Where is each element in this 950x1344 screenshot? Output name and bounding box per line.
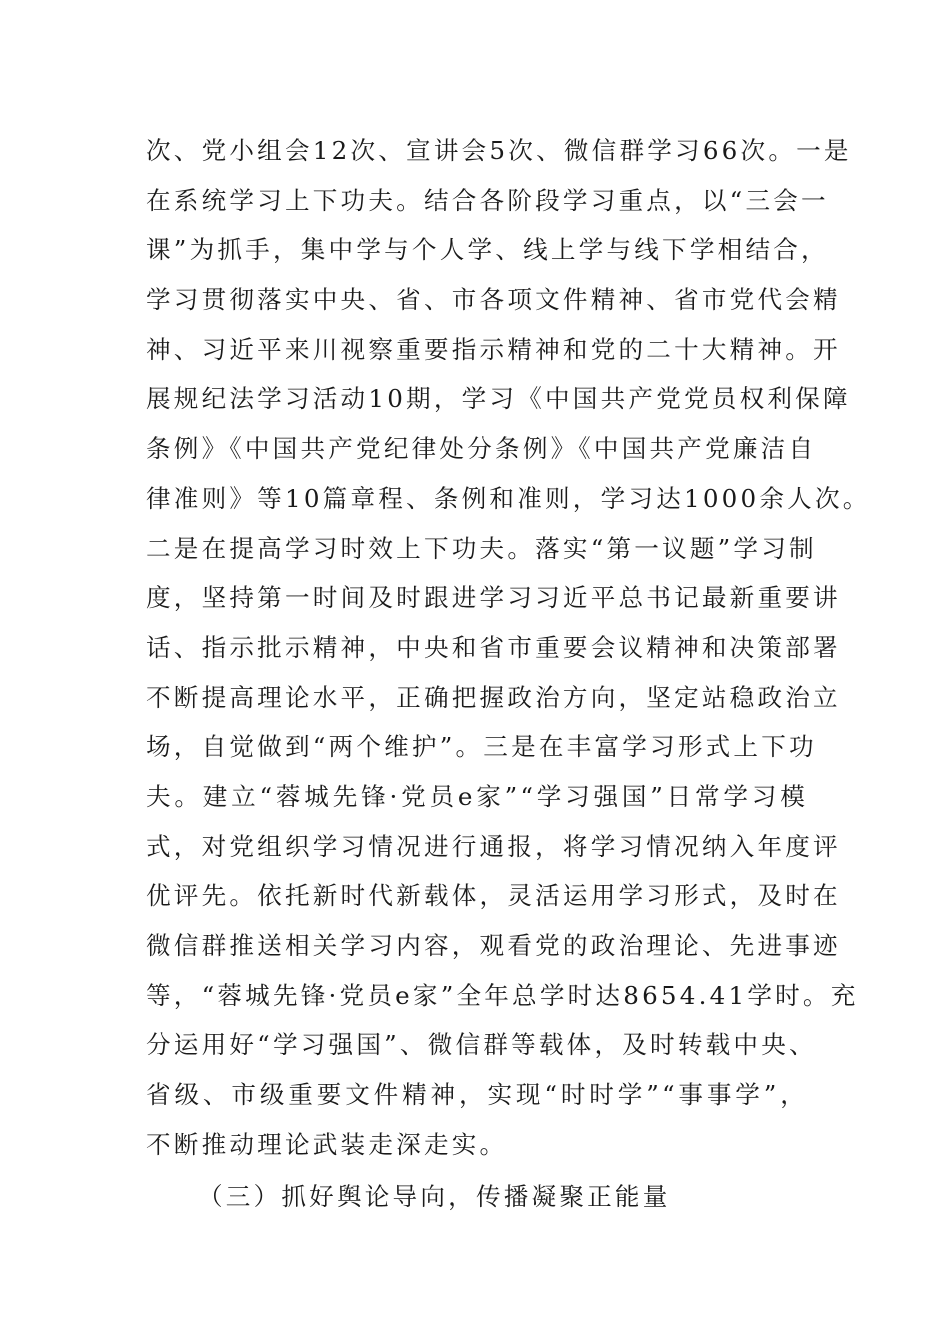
paragraph-line: 学习贯彻落实中央、省、市各项文件精神、省市党代会精 xyxy=(146,285,841,315)
paragraph-line: 度，坚持第一时间及时跟进学习习近平总书记最新重要讲 xyxy=(146,583,841,613)
section-heading: （三）抓好舆论导向，传播凝聚正能量 xyxy=(198,1182,671,1211)
paragraph-line: 次、党小组会12次、宣讲会5次、微信群学习66次。一是 xyxy=(146,136,852,165)
paragraph-line: 夫。建立“蓉城先锋·党员e家”“学习强国”日常学习模 xyxy=(146,781,808,811)
paragraph-line: 不断推动理论武装走深走实。 xyxy=(146,1129,508,1159)
paragraph-line: 微信群推送相关学习内容，观看党的政治理论、先进事迹 xyxy=(146,931,841,960)
paragraph-line: 二是在提高学习时效上下功夫。落实“第一议题”学习制 xyxy=(146,533,817,563)
body-paragraph xyxy=(146,126,871,1169)
paragraph-line: 场，自觉做到“两个维护”。三是在丰富学习形式上下功 xyxy=(146,732,817,762)
paragraph-line: 在系统学习上下功夫。结合各阶段学习重点，以“三会一 xyxy=(146,185,829,215)
paragraph-line: 等，“蓉城先锋·党员e家”全年总学时达8654.41学时。充 xyxy=(146,980,859,1010)
paragraph-line: 不断提高理论水平，正确把握政治方向，坚定站稳政治立 xyxy=(146,682,841,712)
paragraph-line: 展规纪法学习活动10期，学习《中国共产党党员权利保障 xyxy=(146,384,851,414)
paragraph-line: 课”为抓手，集中学与个人学、线上学与线下学相结合， xyxy=(146,235,829,265)
paragraph-line: 条例》《中国共产党纪律处分条例》《中国共产党廉洁自 xyxy=(146,434,817,464)
paragraph-line: 神、习近平来川视察重要指示精神和党的二十大精神。开 xyxy=(146,334,841,364)
paragraph-line: 式，对党组织学习情况进行通报，将学习情况纳入年度评 xyxy=(146,831,841,861)
paragraph-line: 律准则》等10篇章程、条例和准则，学习达1000余人次。 xyxy=(146,483,871,513)
paragraph-line: 省级、市级重要文件精神，实现“时时学”“事事学”， xyxy=(146,1080,808,1110)
paragraph-line: 分运用好“学习强国”、微信群等载体，及时转载中央、 xyxy=(146,1030,817,1060)
paragraph-line: 话、指示批示精神，中央和省市重要会议精神和决策部署 xyxy=(146,632,841,662)
paragraph-line: 优评先。依托新时代新载体，灵活运用学习形式，及时在 xyxy=(146,881,841,911)
